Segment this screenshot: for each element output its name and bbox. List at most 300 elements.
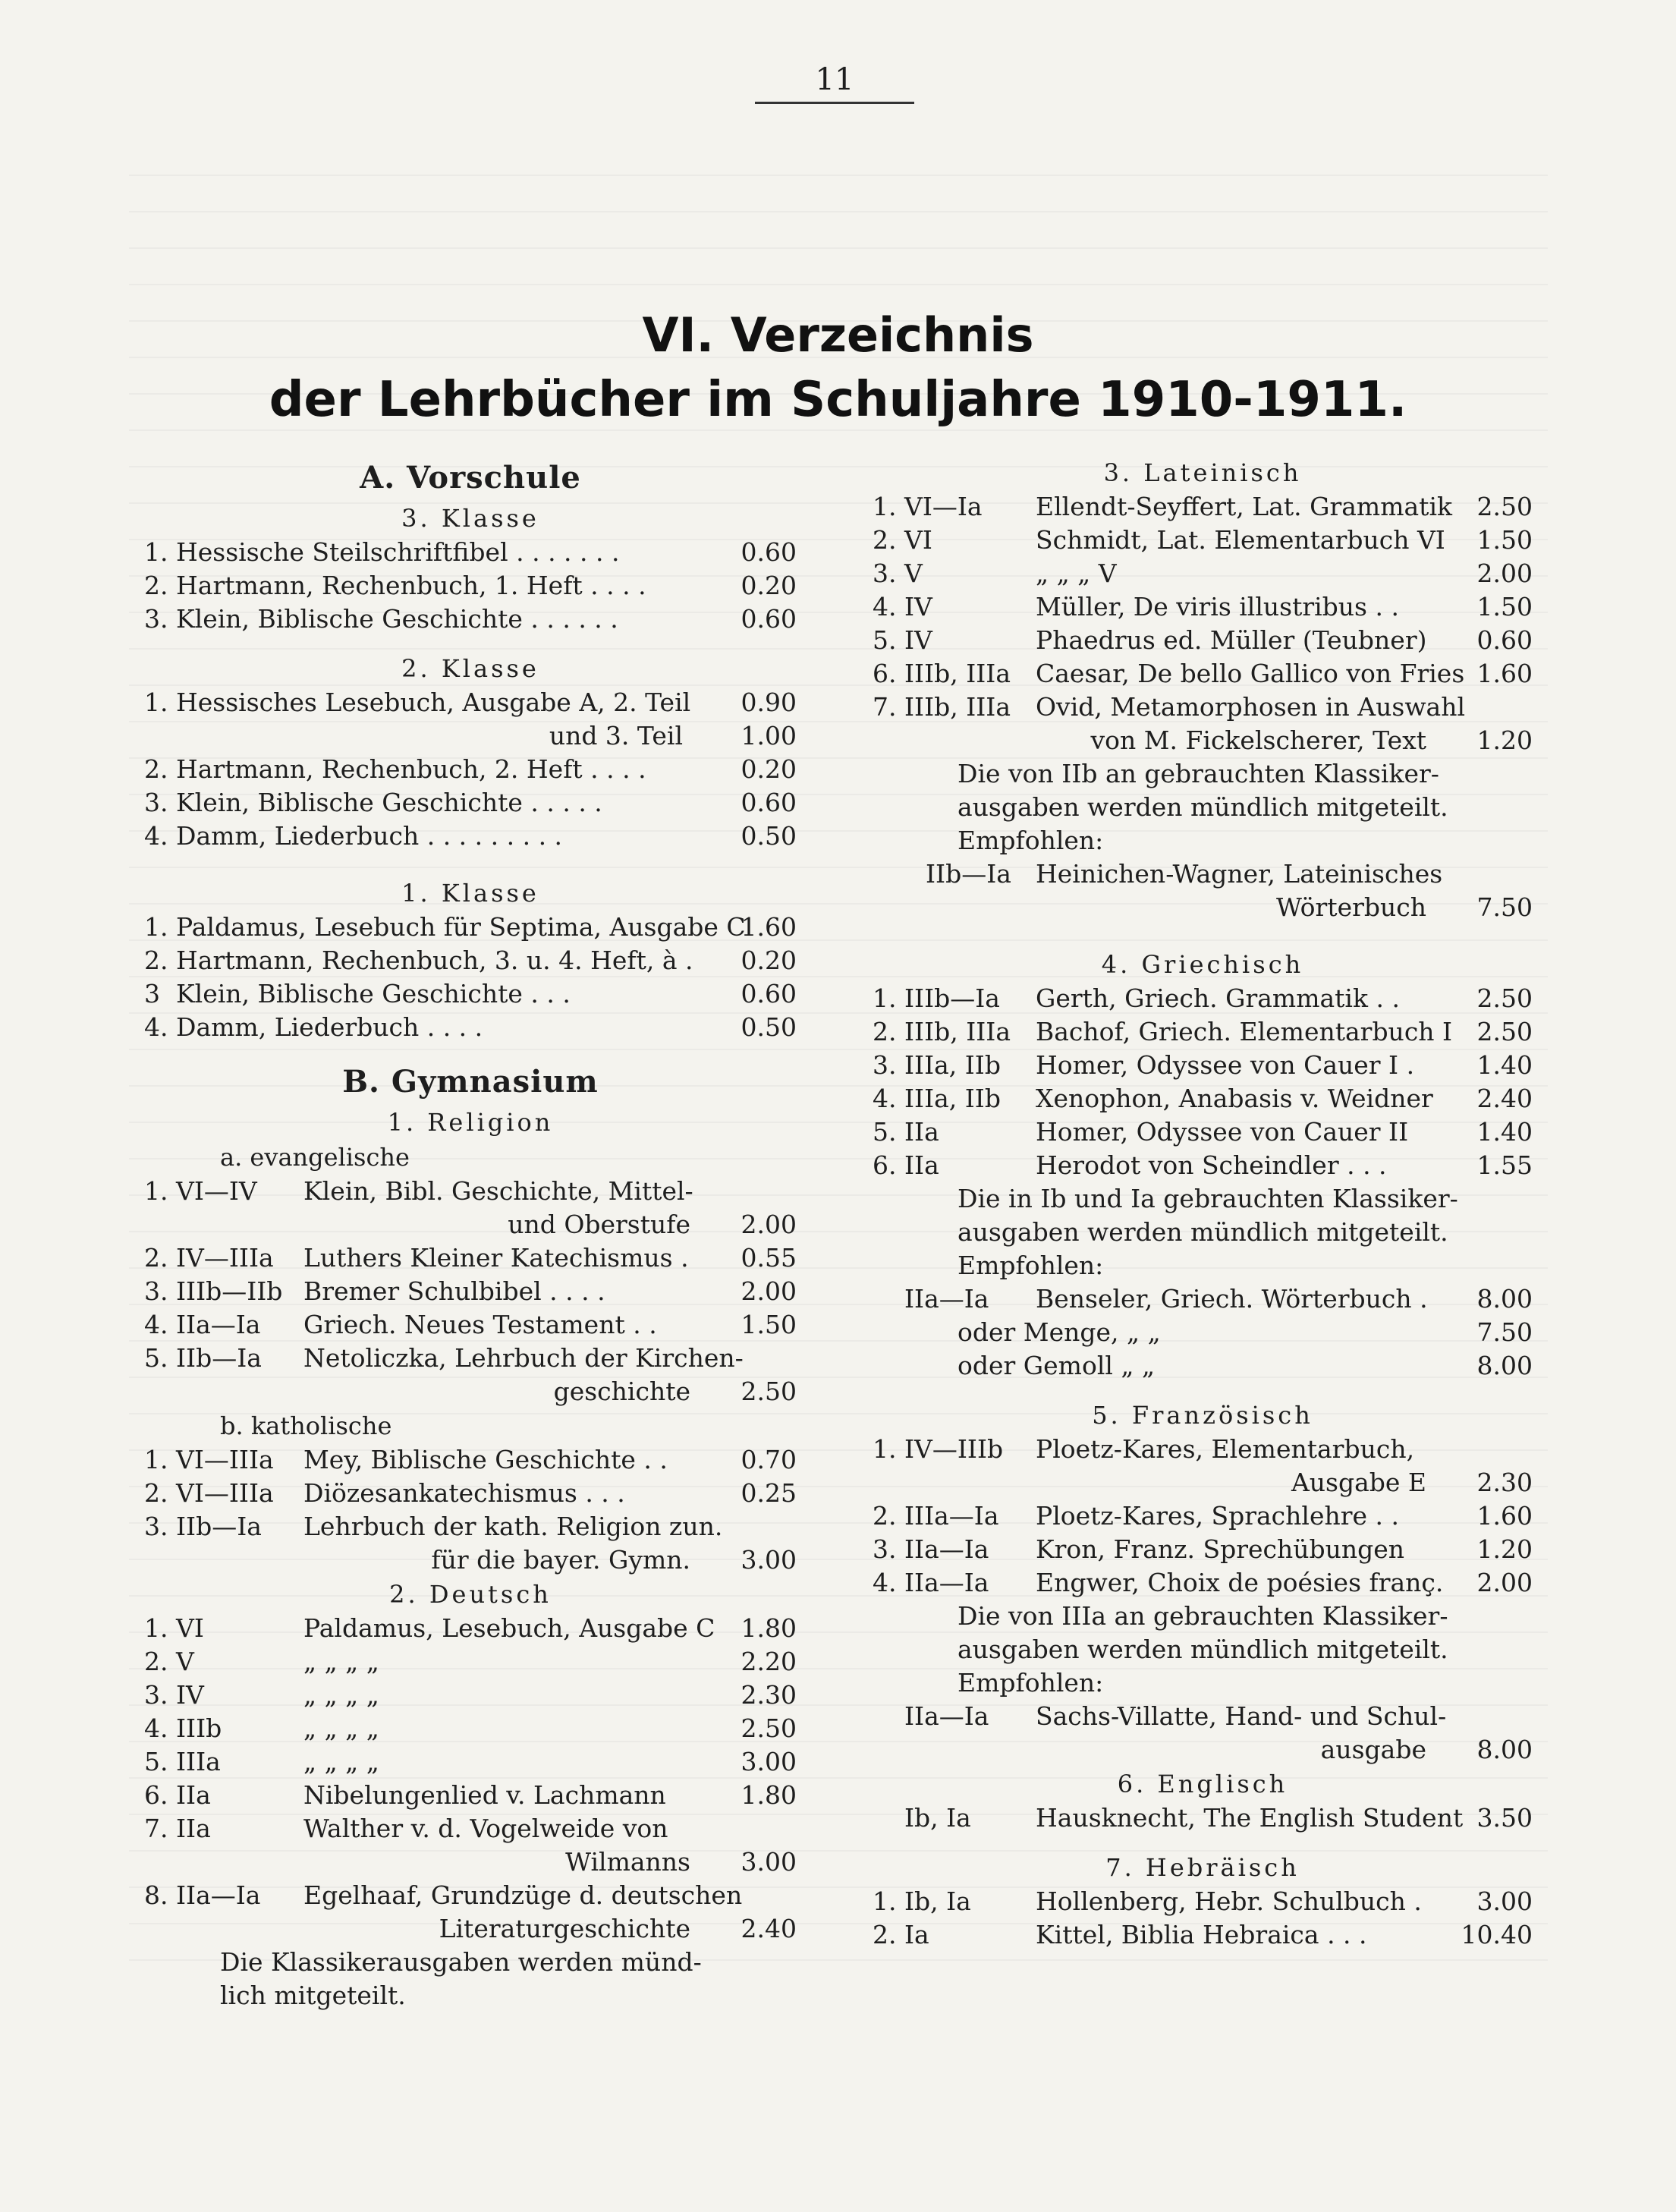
book-title: Müller, De viris illustribus . .	[1036, 592, 1399, 621]
book-title: Hollenberg, Hebr. Schulbuch .	[1036, 1886, 1422, 1916]
price: 0.55	[741, 1243, 797, 1273]
book-title: Netoliczka, Lehrbuch der Kirchen-	[303, 1343, 744, 1373]
price: 3.00	[741, 1747, 797, 1776]
row-number: 4.	[873, 1568, 897, 1597]
price: 0.20	[741, 946, 797, 975]
class-range: IIb—Ia	[926, 859, 1011, 889]
class-range: IIIa	[176, 1747, 221, 1776]
row-number: 7.	[144, 1814, 168, 1843]
book-title: von M. Fickelscherer, Text	[1090, 725, 1426, 755]
subsection-heading: 5. Französisch	[1092, 1401, 1313, 1430]
book-title: Bachof, Griech. Elementarbuch I	[1036, 1017, 1453, 1046]
section-heading: B. Gymnasium	[342, 1064, 599, 1100]
book-title: Hausknecht, The English Student	[1036, 1803, 1464, 1833]
book-title: Xenophon, Anabasis v. Weidner	[1036, 1084, 1433, 1113]
class-range: V	[176, 1647, 194, 1676]
book-title: Paldamus, Lesebuch für Septima, Ausgabe C	[176, 912, 746, 942]
book-row	[144, 603, 797, 636]
class-range: IIIb, IIIa	[904, 692, 1011, 722]
class-range: IIa—Ia	[176, 1310, 261, 1339]
book-title: Wörterbuch	[1276, 892, 1426, 922]
book-row	[144, 1712, 797, 1745]
row-number: 3.	[873, 559, 897, 588]
note-line	[873, 1216, 1533, 1249]
book-title: Ausgabe E	[1291, 1468, 1426, 1497]
page-number: 11	[755, 62, 914, 104]
book-title: Klein, Biblische Geschichte . . .	[176, 979, 571, 1008]
book-row	[144, 536, 797, 569]
price: 1.55	[1476, 1150, 1533, 1180]
price: 2.40	[1476, 1084, 1533, 1113]
row-number: 3.	[144, 1680, 168, 1710]
book-row	[873, 724, 1533, 757]
price: 0.60	[741, 788, 797, 817]
price: 2.50	[1476, 983, 1533, 1013]
price: 8.00	[1476, 1735, 1533, 1764]
row-number: 1.	[144, 1176, 168, 1206]
price: 3.00	[741, 1545, 797, 1575]
denomination-heading: b. katholische	[220, 1411, 392, 1440]
recommended-row	[873, 891, 1533, 924]
book-row	[144, 1011, 797, 1044]
recommended-row	[873, 1349, 1533, 1383]
book-row	[144, 1879, 797, 1912]
row-number: 2.	[873, 525, 897, 555]
book-row	[144, 1275, 797, 1308]
price: 2.20	[741, 1647, 797, 1676]
row-number: 4.	[144, 1012, 168, 1042]
book-row	[873, 624, 1533, 657]
row-number: 4.	[144, 821, 168, 851]
book-title: Damm, Liederbuch . . . .	[176, 1012, 483, 1042]
book-row	[144, 1679, 797, 1712]
price: 2.00	[741, 1210, 797, 1239]
book-title: geschichte	[553, 1377, 690, 1406]
row-number: 2.	[144, 754, 168, 784]
book-title: und 3. Teil	[549, 721, 683, 750]
book-title: Hartmann, Rechenbuch, 2. Heft . . . .	[176, 754, 646, 784]
price: 1.40	[1476, 1117, 1533, 1147]
book-row	[144, 977, 797, 1011]
chapter-subtitle: der Lehrbücher im Schuljahre 1910-1911.	[269, 372, 1407, 428]
price: 10.40	[1461, 1920, 1533, 1949]
row-number: 6.	[873, 1150, 897, 1180]
spacer	[873, 924, 1533, 947]
note-line	[873, 1249, 1533, 1282]
class-range: VI—IIIa	[176, 1478, 274, 1508]
book-title: oder Gemoll „ „	[957, 1351, 1156, 1380]
book-row	[873, 1918, 1533, 1952]
subsection-heading: 1. Religion	[387, 1108, 554, 1137]
book-row	[144, 786, 797, 820]
price: 7.50	[1476, 892, 1533, 922]
class-range: IIa—Ia	[176, 1880, 261, 1910]
note-text: Die von IIb an gebrauchten Klassiker-	[957, 759, 1439, 788]
price: 2.30	[1476, 1468, 1533, 1497]
price: 2.00	[741, 1276, 797, 1306]
row-number: 3.	[144, 1512, 168, 1541]
book-row	[144, 1543, 797, 1577]
note-line	[873, 1666, 1533, 1700]
book-title: Mey, Biblische Geschichte . .	[303, 1445, 668, 1474]
book-row	[873, 1499, 1533, 1533]
book-row	[144, 1477, 797, 1510]
book-title: Hessisches Lesebuch, Ausgabe A, 2. Teil	[176, 688, 691, 717]
row-number: 1.	[873, 492, 897, 521]
price: 1.40	[1476, 1050, 1533, 1080]
price: 2.40	[741, 1914, 797, 1943]
book-row	[873, 982, 1533, 1015]
recommended-row	[873, 1282, 1533, 1316]
row-number: 2.	[144, 946, 168, 975]
book-row	[144, 1443, 797, 1477]
price: 1.00	[741, 721, 797, 750]
denomination-heading: a. evangelische	[220, 1143, 410, 1172]
price: 0.50	[741, 1012, 797, 1042]
class-range: IIIb, IIIa	[904, 1017, 1011, 1046]
class-range: VI	[176, 1613, 204, 1643]
row-number: 3.	[873, 1534, 897, 1564]
class-range: VI—Ia	[904, 492, 983, 521]
book-row	[144, 1208, 797, 1241]
row-number: 6.	[873, 659, 897, 688]
chapter-title: VI. Verzeichnis	[642, 307, 1034, 363]
row-number: 2.	[873, 1017, 897, 1046]
book-title: Wilmanns	[565, 1847, 690, 1877]
price: 1.20	[1476, 1534, 1533, 1564]
price: 0.20	[741, 754, 797, 784]
price: 2.00	[1476, 559, 1533, 588]
spacer	[873, 1835, 1533, 1850]
book-title: Walther v. d. Vogelweide von	[303, 1814, 668, 1843]
book-title: Gerth, Griech. Grammatik . .	[1036, 983, 1400, 1013]
price: 1.20	[1476, 725, 1533, 755]
book-row	[873, 1466, 1533, 1499]
subsection-heading: 4. Griechisch	[1101, 950, 1304, 979]
note-line	[873, 791, 1533, 824]
note-line	[144, 1946, 797, 1979]
price: 2.50	[1476, 492, 1533, 521]
book-title: Bremer Schulbibel . . . .	[303, 1276, 605, 1306]
book-row	[144, 1645, 797, 1679]
price: 1.50	[1476, 592, 1533, 621]
book-row	[144, 753, 797, 786]
price: 2.30	[741, 1680, 797, 1710]
book-title: „ „ „ „	[303, 1747, 379, 1776]
book-row	[873, 1885, 1533, 1918]
note-text: Die Klassikerausgaben werden münd-	[220, 1947, 702, 1977]
book-row	[144, 1845, 797, 1879]
book-row	[873, 1115, 1533, 1149]
class-range: IIa—Ia	[904, 1568, 989, 1597]
book-row	[873, 691, 1533, 724]
price: 0.60	[741, 979, 797, 1008]
row-number: 2.	[873, 1501, 897, 1531]
book-row	[144, 1745, 797, 1779]
note-text: ausgaben werden mündlich mitgeteilt.	[957, 792, 1448, 822]
book-title: Homer, Odyssee von Cauer I .	[1036, 1050, 1415, 1080]
class-range: IIa	[904, 1150, 939, 1180]
class-range: Ia	[904, 1920, 929, 1949]
book-title: „ „ „ „	[303, 1713, 379, 1743]
price: 8.00	[1476, 1351, 1533, 1380]
book-title: Ploetz-Kares, Elementarbuch,	[1036, 1434, 1415, 1464]
book-row	[873, 590, 1533, 624]
note-line	[873, 1600, 1533, 1633]
book-title: „ „ „ „	[303, 1647, 379, 1676]
book-title: Kron, Franz. Sprechübungen	[1036, 1534, 1405, 1564]
book-title: Homer, Odyssee von Cauer II	[1036, 1117, 1409, 1147]
class-range: Ib, Ia	[904, 1886, 971, 1916]
book-row	[873, 557, 1533, 590]
row-number: 4.	[144, 1310, 168, 1339]
price: 0.25	[741, 1478, 797, 1508]
class-range: VI	[904, 525, 932, 555]
book-row	[144, 1175, 797, 1208]
book-row	[873, 1082, 1533, 1115]
book-title: Engwer, Choix de poésies franç.	[1036, 1568, 1444, 1597]
class-range: IIIb, IIIa	[904, 659, 1011, 688]
class-range: IIIb	[176, 1713, 222, 1743]
spacer	[144, 636, 797, 651]
book-title: Ovid, Metamorphosen in Auswahl	[1036, 692, 1466, 722]
book-row	[144, 1510, 797, 1543]
row-number: 5.	[144, 1747, 168, 1776]
book-row	[873, 1801, 1533, 1835]
book-title: Luthers Kleiner Katechismus .	[303, 1243, 689, 1273]
book-title: Sachs-Villatte, Hand- und Schul-	[1036, 1701, 1447, 1731]
row-number: 6.	[144, 1780, 168, 1810]
row-number: 5.	[144, 1343, 168, 1373]
row-number: 8.	[144, 1880, 168, 1910]
spacer	[873, 1383, 1533, 1398]
book-row	[144, 1812, 797, 1845]
price: 1.60	[741, 912, 797, 942]
subsection-heading: 2. Klasse	[401, 654, 539, 683]
book-title: Kittel, Biblia Hebraica . . .	[1036, 1920, 1367, 1949]
note-text: lich mitgeteilt.	[220, 1981, 406, 2010]
subsection-heading: 3. Lateinisch	[1103, 458, 1302, 487]
price: 7.50	[1476, 1317, 1533, 1347]
left-column	[144, 455, 797, 2012]
subsection-heading: 3. Klasse	[401, 504, 539, 533]
row-number: 3.	[144, 604, 168, 634]
class-range: V	[904, 559, 923, 588]
price: 1.60	[1476, 1501, 1533, 1531]
book-row	[873, 1533, 1533, 1566]
note-text: Empfohlen:	[957, 1668, 1104, 1698]
row-number: 1.	[144, 912, 168, 942]
class-range: VI—IIIa	[176, 1445, 274, 1474]
note-text: Empfohlen:	[957, 1251, 1104, 1280]
price: 0.20	[741, 571, 797, 600]
row-number: 1.	[873, 1886, 897, 1916]
row-number: 2.	[144, 1478, 168, 1508]
class-range: IIb—Ia	[176, 1512, 262, 1541]
recommended-row	[873, 857, 1533, 891]
book-row	[873, 1566, 1533, 1600]
book-row	[144, 911, 797, 944]
price: 2.50	[1476, 1017, 1533, 1046]
section-heading: A. Vorschule	[360, 460, 581, 496]
class-range: Ib, Ia	[904, 1803, 971, 1833]
subsection-heading: 1. Klasse	[401, 879, 539, 908]
class-range: IIIa—Ia	[904, 1501, 999, 1531]
book-title: oder Menge, „ „	[957, 1317, 1161, 1347]
note-line	[873, 757, 1533, 791]
book-title: Diözesankatechismus . . .	[303, 1478, 625, 1508]
note-line	[873, 1633, 1533, 1666]
note-text: Die von IIIa an gebrauchten Klassiker-	[957, 1601, 1448, 1631]
class-range: IIa	[904, 1117, 939, 1147]
class-range: IV	[904, 625, 932, 655]
spacer	[144, 853, 797, 876]
book-row	[144, 944, 797, 977]
book-title: Ploetz-Kares, Sprachlehre . .	[1036, 1501, 1400, 1531]
class-range: IIIb—Ia	[904, 983, 1000, 1013]
book-title: für die bayer. Gymn.	[431, 1545, 690, 1575]
row-number: 2.	[144, 1243, 168, 1273]
right-column	[873, 455, 1533, 1952]
note-line	[873, 824, 1533, 857]
book-title: „ „ „ „	[303, 1680, 379, 1710]
row-number: 3.	[144, 788, 168, 817]
price: 2.50	[741, 1377, 797, 1406]
row-number: 5.	[873, 1117, 897, 1147]
row-number: 1.	[144, 537, 168, 567]
book-row	[144, 569, 797, 603]
book-title: Nibelungenlied v. Lachmann	[303, 1780, 666, 1810]
book-title: Ellendt-Seyffert, Lat. Grammatik	[1036, 492, 1452, 521]
book-row	[144, 1779, 797, 1812]
book-row	[144, 1241, 797, 1275]
book-row	[873, 657, 1533, 691]
note-text: ausgaben werden mündlich mitgeteilt.	[957, 1217, 1448, 1247]
row-number: 3.	[873, 1050, 897, 1080]
book-row	[144, 1342, 797, 1375]
class-range: IIb—Ia	[176, 1343, 262, 1373]
book-title: Schmidt, Lat. Elementarbuch VI	[1036, 525, 1445, 555]
book-title: Klein, Biblische Geschichte . . . . .	[176, 788, 602, 817]
class-range: IIIa, IIb	[904, 1084, 1001, 1113]
class-range: IIIb—IIb	[176, 1276, 283, 1306]
row-number: 3	[144, 979, 160, 1008]
price: 1.60	[1476, 659, 1533, 688]
class-range: VI—IV	[176, 1176, 257, 1206]
book-title: Hessische Steilschriftfibel . . . . . . .	[176, 537, 620, 567]
book-row	[873, 1049, 1533, 1082]
subsection-heading: 6. Englisch	[1117, 1770, 1288, 1798]
book-title: und Oberstufe	[508, 1210, 690, 1239]
row-number: 1.	[144, 1613, 168, 1643]
note-line	[144, 1979, 797, 2012]
row-number: 7.	[873, 692, 897, 722]
note-line	[873, 1182, 1533, 1216]
book-row	[144, 1612, 797, 1645]
book-title: Griech. Neues Testament . .	[303, 1310, 657, 1339]
price: 1.50	[741, 1310, 797, 1339]
class-range: IIa—Ia	[904, 1534, 989, 1564]
price: 8.00	[1476, 1284, 1533, 1314]
subsection-heading: 2. Deutsch	[389, 1580, 552, 1609]
book-row	[144, 1375, 797, 1408]
book-title: ausgabe	[1320, 1735, 1426, 1764]
book-row	[144, 1912, 797, 1946]
book-title: Lehrbuch der kath. Religion zun.	[303, 1512, 723, 1541]
price: 3.00	[1476, 1886, 1533, 1916]
price: 3.50	[1476, 1803, 1533, 1833]
row-number: 1.	[873, 1434, 897, 1464]
price: 2.00	[1476, 1568, 1533, 1597]
price: 2.50	[741, 1713, 797, 1743]
price: 3.00	[741, 1847, 797, 1877]
price: 1.50	[1476, 525, 1533, 555]
row-number: 4.	[873, 592, 897, 621]
book-row	[144, 719, 797, 753]
row-number: 1.	[873, 983, 897, 1013]
book-title: Caesar, De bello Gallico von Fries	[1036, 659, 1465, 688]
row-number: 4.	[873, 1084, 897, 1113]
spacer	[144, 1044, 797, 1059]
book-title: Klein, Biblische Geschichte . . . . . .	[176, 604, 618, 634]
book-title: Phaedrus ed. Müller (Teubner)	[1036, 625, 1427, 655]
book-row	[873, 1015, 1533, 1049]
price: 0.70	[741, 1445, 797, 1474]
row-number: 1.	[144, 688, 168, 717]
book-title: Herodot von Scheindler . . .	[1036, 1150, 1387, 1180]
row-number: 2.	[873, 1920, 897, 1949]
book-title: „ „ „ V	[1036, 559, 1117, 588]
class-range: IIa—Ia	[904, 1701, 989, 1731]
recommended-row	[873, 1700, 1533, 1733]
note-text: ausgaben werden mündlich mitgeteilt.	[957, 1635, 1448, 1664]
note-text: Die in Ib und Ia gebrauchten Klassiker-	[957, 1184, 1458, 1213]
price: 1.80	[741, 1780, 797, 1810]
price: 1.80	[741, 1613, 797, 1643]
price: 0.90	[741, 688, 797, 717]
book-row	[144, 1308, 797, 1342]
book-row	[144, 820, 797, 853]
book-row	[873, 524, 1533, 557]
book-title: Klein, Bibl. Geschichte, Mittel-	[303, 1176, 693, 1206]
book-title: Heinichen-Wagner, Lateinisches	[1036, 859, 1443, 889]
price: 0.50	[741, 821, 797, 851]
row-number: 4.	[144, 1713, 168, 1743]
row-number: 3.	[144, 1276, 168, 1306]
recommended-row	[873, 1316, 1533, 1349]
class-range: IV—IIIa	[176, 1243, 274, 1273]
book-title: Hartmann, Rechenbuch, 3. u. 4. Heft, à .	[176, 946, 693, 975]
book-title: Literaturgeschichte	[439, 1914, 690, 1943]
book-title: Egelhaaf, Grundzüge d. deutschen	[303, 1880, 743, 1910]
class-range: IIa	[176, 1814, 211, 1843]
book-title: Benseler, Griech. Wörterbuch .	[1036, 1284, 1428, 1314]
book-row	[144, 686, 797, 719]
class-range: IIIa, IIb	[904, 1050, 1001, 1080]
note-text: Empfohlen:	[957, 826, 1104, 855]
book-title: Hartmann, Rechenbuch, 1. Heft . . . .	[176, 571, 646, 600]
subsection-heading: 7. Hebräisch	[1105, 1853, 1300, 1882]
book-row	[873, 1433, 1533, 1466]
row-number: 5.	[873, 625, 897, 655]
price: 0.60	[741, 604, 797, 634]
row-number: 1.	[144, 1445, 168, 1474]
class-range: IIa	[176, 1780, 211, 1810]
class-range: IIa—Ia	[904, 1284, 989, 1314]
book-title: Damm, Liederbuch . . . . . . . . .	[176, 821, 563, 851]
class-range: IV	[176, 1680, 204, 1710]
price: 0.60	[1476, 625, 1533, 655]
